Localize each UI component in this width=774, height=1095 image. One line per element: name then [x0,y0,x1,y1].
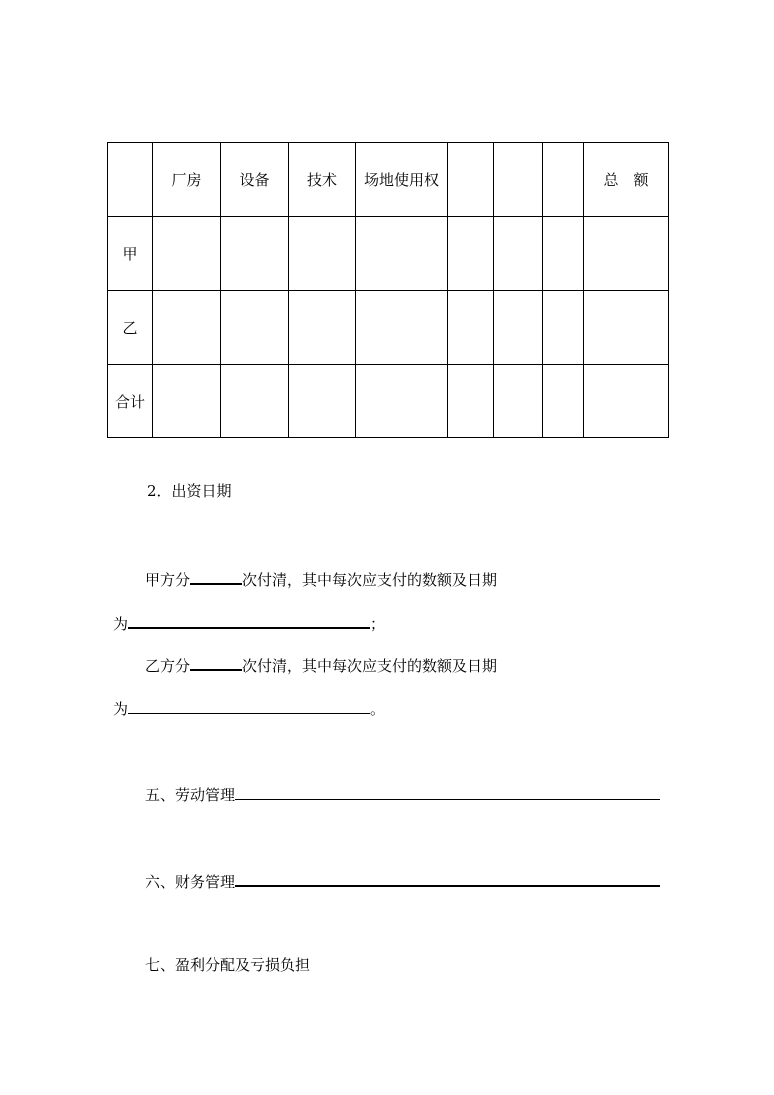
yi-payment-prefix: 乙方分 [145,657,191,675]
header-cell-corner [108,143,153,217]
table-cell [221,365,289,438]
header-cell-land-use-right: 场地使用权 [356,143,448,217]
table-cell [356,365,448,438]
jia-schedule-field[interactable] [128,611,370,629]
jia-payment-prefix: 甲方分 [145,571,191,589]
table-row-yi [108,291,669,365]
header-cell-equipment: 设备 [221,143,289,217]
table-cell [289,291,356,365]
table-cell [289,365,356,438]
table-cell [289,217,356,291]
jia-end-mark: ； [370,615,386,633]
finance-management-field[interactable] [235,869,660,887]
row-label-yi: 乙 [108,291,153,365]
yi-installments-field[interactable] [190,653,242,671]
table-cell [448,217,494,291]
table-cell [221,291,289,365]
header-cell-factory: 厂房 [153,143,221,217]
yi-for-label: 为 [113,700,129,718]
header-cell-technology: 技术 [289,143,356,217]
jia-schedule-line [113,611,385,634]
labor-management-field[interactable] [235,783,660,800]
profit-distribution-heading: 七、盈利分配及亏损负担 [145,956,311,974]
yi-schedule-line [113,697,385,719]
table-cell [356,217,448,291]
table-cell [543,365,584,438]
table-cell [584,291,669,365]
header-cell-blank-1 [448,143,494,217]
row-label-total: 合计 [108,365,153,438]
table-row-jia [108,217,669,291]
table-cell [221,217,289,291]
yi-schedule-field[interactable] [128,697,370,714]
jia-payment-text: 次付清，其中每次应支付的数额及日期 [242,571,498,589]
labor-management-heading: 五、劳动管理 [145,786,236,804]
yi-end-mark: 。 [370,700,386,718]
table-cell [543,217,584,291]
table-cell [543,291,584,365]
table-cell [153,291,221,365]
table-cell [494,291,543,365]
row-label-jia: 甲 [108,217,153,291]
table-cell [494,217,543,291]
header-cell-blank-3 [543,143,584,217]
table-cell [448,291,494,365]
table-header-row [108,143,669,217]
table-cell [448,365,494,438]
header-cell-total: 总 额 [584,143,669,217]
header-cell-blank-2 [494,143,543,217]
table-row-total [108,365,669,438]
labor-management-line [145,783,660,805]
table-cell [584,365,669,438]
investment-date-heading: 2．出资日期 [147,482,232,500]
investment-table [107,142,669,438]
finance-management-heading: 六、财务管理 [145,873,236,891]
table-cell [153,365,221,438]
yi-payment-line [145,653,497,676]
finance-management-line [145,869,660,892]
table-cell [584,217,669,291]
table-cell [153,217,221,291]
table-cell [356,291,448,365]
yi-payment-text: 次付清，其中每次应支付的数额及日期 [242,657,498,675]
jia-for-label: 为 [113,615,129,633]
table-cell [494,365,543,438]
jia-payment-line [145,567,497,590]
jia-installments-field[interactable] [190,567,242,585]
